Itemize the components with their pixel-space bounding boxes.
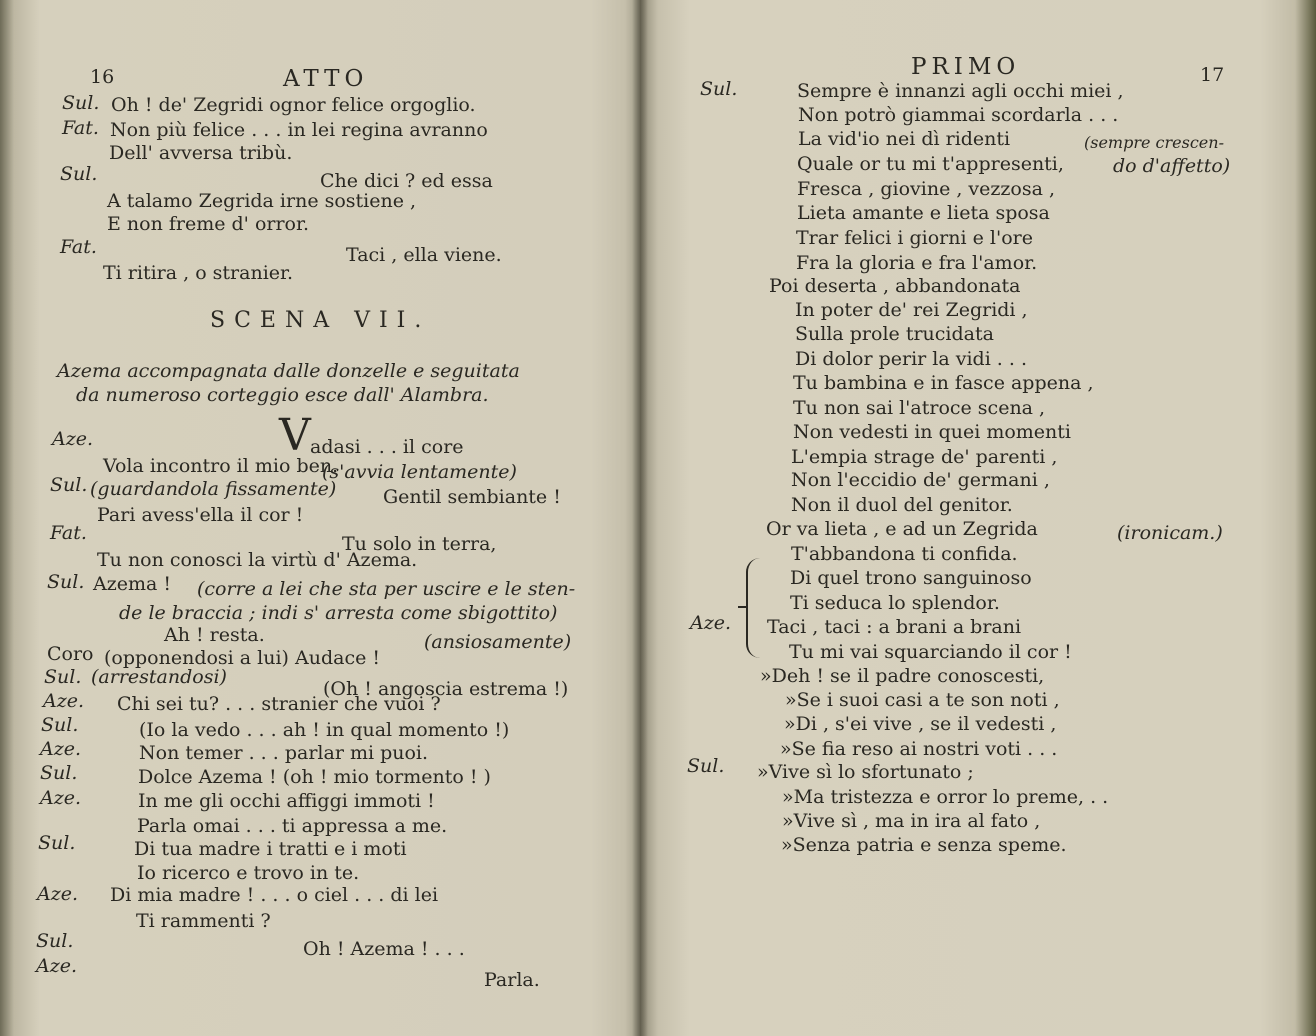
bracket-tip	[738, 606, 748, 608]
verse-line: Tu mi vai squarciando il cor !	[789, 641, 1072, 663]
gutter	[632, 0, 648, 1036]
stage-direction: (arrestandosi)	[91, 666, 227, 688]
drop-capital: V	[279, 410, 311, 461]
verse-line: Io ricerco e trovo in te.	[137, 862, 360, 884]
stage-direction: (ansiosamente)	[424, 631, 572, 653]
verse-line: Ah ! resta.	[164, 624, 265, 646]
verse-line: Parla omai . . . ti appressa a me.	[137, 815, 448, 837]
speaker: Fat.	[50, 522, 87, 544]
stage-direction: do d'affetto)	[1113, 155, 1231, 177]
verse-line: Lieta amante e lieta sposa	[797, 202, 1050, 224]
verse-line: Gentil sembiante !	[383, 486, 561, 508]
verse-line: Dolce Azema ! (oh ! mio tormento ! )	[138, 766, 491, 788]
verse-line: Di mia madre ! . . . o ciel . . . di lei	[110, 884, 439, 906]
verse-line: Ti seduca lo splendor.	[790, 592, 1000, 614]
verse-line: »Vive sì , ma in ira al fato ,	[782, 810, 1041, 832]
speaker: Sul.	[36, 930, 74, 952]
verse-line: Di tua madre i tratti e i moti	[134, 838, 407, 860]
speaker: Fat.	[60, 236, 97, 258]
speaker: Sul.	[41, 714, 79, 736]
verse-line: Tu non sai l'atroce scena ,	[793, 397, 1046, 419]
verse-line: Pari avess'ella il cor !	[97, 504, 304, 526]
verse-line: Oh ! Azema ! . . .	[303, 938, 465, 960]
verse-line: Quale or tu mi t'appresenti,	[797, 153, 1064, 175]
speaker: Aze.	[37, 883, 79, 905]
scene-title: SCENA VII.	[210, 308, 431, 333]
verse-line: Dell' avversa tribù.	[109, 142, 293, 164]
speaker: Sul.	[38, 832, 76, 854]
verse-line: Poi deserta , abbandonata	[769, 275, 1021, 297]
verse-line: Non temer . . . parlar mi puoi.	[139, 742, 429, 764]
speaker: Sul.	[700, 78, 738, 100]
verse-line: Ti ritira , o stranier.	[103, 262, 294, 284]
verse-line: »Vive sì lo sfortunato ;	[757, 761, 974, 783]
verse-line: Ti rammenti ?	[136, 910, 271, 932]
verse-line: Taci , ella viene.	[346, 244, 502, 266]
verse-line: Non il duol del genitor.	[791, 494, 1013, 516]
verse-line: Non vedesti in quei momenti	[793, 421, 1072, 443]
stage-direction: (guardandola fissamente)	[90, 478, 337, 500]
verse-line: Azema !	[93, 573, 171, 595]
verse-line: In me gli occhi affiggi immoti !	[138, 790, 435, 812]
stage-direction: da numeroso corteggio esce dall' Alambra.	[76, 384, 489, 406]
speaker: Aze.	[690, 612, 732, 634]
stage-direction: Azema accompagnata dalle donzelle e seguitata	[57, 360, 520, 382]
speaker: Aze.	[43, 690, 85, 712]
verse-line: Tu solo in terra,	[342, 533, 497, 555]
stage-direction: de le braccia ; indi s' arresta come sbigottito)	[119, 602, 558, 624]
verse-line: Non l'eccidio de' germani ,	[791, 469, 1050, 491]
speaker: Aze.	[36, 955, 78, 977]
bracket	[746, 558, 762, 658]
verse-line: A talamo Zegrida irne sostiene ,	[107, 190, 417, 212]
speaker: Fat.	[62, 117, 99, 139]
verse-line: Sulla prole trucidata	[795, 323, 994, 345]
page-number-right: 17	[1200, 64, 1225, 86]
verse-line: T'abbandona ti confida.	[791, 543, 1018, 565]
stage-direction: (s'avvia lentamente)	[322, 461, 517, 483]
speaker: Sul.	[40, 762, 78, 784]
verse-line: Fra la gloria e fra l'amor.	[796, 252, 1038, 274]
verse-line: Chi sei tu? . . . stranier che vuoi ?	[117, 693, 441, 715]
page-number-left: 16	[90, 66, 115, 88]
verse-line: (Io la vedo . . . ah ! in qual momento !)	[139, 719, 510, 741]
stage-direction: (ironicam.)	[1117, 522, 1223, 544]
speaker: Sul.	[47, 571, 85, 593]
verse-line: Tu non conosci la virtù d' Azema.	[97, 549, 418, 571]
speaker: Sul.	[687, 755, 725, 777]
verse-line: Non più felice . . . in lei regina avranno	[110, 119, 488, 141]
speaker: Coro	[47, 643, 94, 665]
speaker: Sul.	[44, 666, 82, 688]
speaker: Sul.	[60, 163, 98, 185]
verse-line: L'empia strage de' parenti ,	[791, 446, 1058, 468]
verse-line: »Se i suoi casi a te son noti ,	[785, 689, 1060, 711]
verse-line: Parla.	[484, 969, 540, 991]
verse-line: Taci , taci : a brani a brani	[767, 616, 1022, 638]
verse-line: Di dolor perir la vidi . . .	[795, 348, 1028, 370]
verse-line: Che dici ? ed essa	[320, 170, 493, 192]
speaker: Aze.	[40, 738, 82, 760]
verse-line: Vola incontro il mio ben.	[103, 455, 339, 477]
verse-line: Tu bambina e in fasce appena ,	[793, 372, 1094, 394]
verse-line: In poter de' rei Zegridi ,	[795, 299, 1028, 321]
verse-line: »Ma tristezza e orror lo preme, . .	[782, 786, 1109, 808]
verse-line: Oh ! de' Zegridi ognor felice orgoglio.	[111, 94, 476, 116]
verse-line: (Oh ! angoscia estrema !)	[323, 678, 569, 700]
verse-line: La vid'io nei dì ridenti	[798, 128, 1011, 150]
verse-line: adasi . . . il core	[310, 436, 464, 458]
verse-line: »Deh ! se il padre conoscesti,	[760, 665, 1045, 687]
verse-line: »Se fia reso ai nostri voti . . .	[780, 738, 1058, 760]
verse-line: Fresca , giovine , vezzosa ,	[797, 178, 1056, 200]
stage-direction: (corre a lei che sta per uscire e le sten-	[197, 578, 576, 600]
verse-line: Non potrò giammai scordarla . . .	[798, 104, 1119, 126]
speaker: Aze.	[52, 428, 94, 450]
running-header-left: ATTO	[283, 66, 369, 92]
speaker: Sul.	[62, 92, 100, 114]
verse-line: Di quel trono sanguinoso	[790, 567, 1032, 589]
speaker: Sul.	[50, 474, 88, 496]
running-header-right: PRIMO	[911, 54, 1021, 80]
stage-direction: (sempre crescen-	[1084, 133, 1224, 152]
verse-line: »Di , s'ei vive , se il vedesti ,	[784, 713, 1057, 735]
verse-line: (opponendosi a lui) Audace !	[104, 647, 381, 669]
verse-line: Trar felici i giorni e l'ore	[796, 227, 1033, 249]
verse-line: »Senza patria e senza speme.	[781, 834, 1067, 856]
speaker: Aze.	[40, 787, 82, 809]
verse-line: E non freme d' orror.	[107, 213, 310, 235]
verse-line: Sempre è innanzi agli occhi miei ,	[797, 80, 1124, 102]
verse-line: Or va lieta , e ad un Zegrida	[766, 518, 1038, 540]
